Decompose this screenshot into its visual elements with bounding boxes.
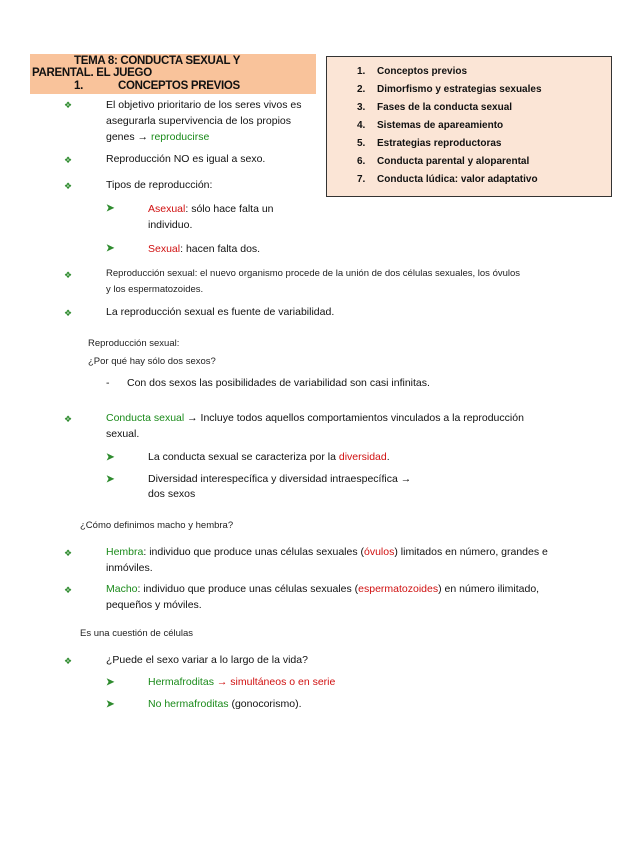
paragraph-line: y los espermatozoides. [106, 284, 204, 295]
paragraph-line: pequeños y móviles. [106, 599, 202, 611]
paragraph-line: individuo. [148, 219, 193, 231]
dash-bullet: - [106, 377, 110, 389]
bullet-diamond-icon: ❖ [64, 585, 73, 595]
bullet-arrow-icon: ➤ [106, 474, 115, 485]
paragraph-line: No hermafroditas (gonocorismo). [148, 698, 302, 710]
paragraph-line: genes → reproducirse [106, 131, 210, 143]
bullet-diamond-icon: ❖ [64, 270, 73, 280]
bullet-arrow-icon: ➤ [106, 243, 115, 254]
bullet-diamond-icon: ❖ [64, 100, 73, 110]
title-line-1: TEMA 8: CONDUCTA SEXUAL Y [74, 55, 241, 67]
toc-item[interactable]: 4. Sistemas de apareamiento [357, 120, 504, 131]
paragraph-line: Hembra: individuo que produce unas células sexuales (óvulos) limitados en número, grandes e [106, 546, 548, 558]
paragraph-line: Asexual: sólo hace falta un [148, 203, 274, 215]
bullet-diamond-icon: ❖ [64, 155, 73, 165]
bullet-diamond-icon: ❖ [64, 656, 73, 666]
paragraph-line: Macho: individuo que produce unas células sexuales (espermatozoides) en número ilimitado, [106, 583, 540, 595]
table-of-contents [326, 56, 612, 197]
bullet-diamond-icon: ❖ [64, 308, 73, 318]
paragraph-line: La reproducción sexual es fuente de variabilidad. [106, 306, 335, 318]
toc-item[interactable]: 2. Dimorfismo y estrategias sexuales [357, 84, 542, 95]
bullet-arrow-icon: ➤ [106, 452, 115, 463]
toc-item[interactable]: 5. Estrategias reproductoras [357, 138, 502, 149]
toc-item[interactable]: 1. Conceptos previos [357, 66, 468, 77]
paragraph-line: La conducta sexual se caracteriza por la diversidad. [148, 451, 390, 463]
section-number: 1. [74, 80, 83, 92]
paragraph-line: Conducta sexual → Incluye todos aquellos comportamientos vinculados a la reproducción [106, 412, 524, 424]
paragraph-line: ¿Puede el sexo variar a lo largo de la vida? [106, 654, 308, 666]
paragraph-line: dos sexos [148, 488, 196, 500]
bullet-diamond-icon: ❖ [64, 181, 73, 191]
note-question: ¿Cómo definimos macho y hembra? [80, 520, 234, 531]
paragraph-line: Diversidad interespecífica y diversidad intraespecífica → [148, 473, 412, 485]
toc-item[interactable]: 6. Conducta parental y aloparental [357, 156, 530, 167]
note-question: ¿Por qué hay sólo dos sexos? [88, 356, 216, 367]
paragraph-line: Con dos sexos las posibilidades de variabilidad son casi infinitas. [127, 377, 430, 389]
paragraph-line: Reproducción sexual: el nuevo organismo procede de la unión de dos células sexuales, los óvulos [106, 268, 521, 279]
title-line-2: PARENTAL. EL JUEGO [32, 67, 152, 79]
paragraph-line: Tipos de reproducción: [106, 179, 213, 191]
paragraph-line: inmóviles. [106, 562, 153, 574]
bullet-diamond-icon: ❖ [64, 548, 73, 558]
paragraph-line: El objetivo prioritario de los seres vivos es [106, 99, 302, 111]
bullet-arrow-icon: ➤ [106, 203, 115, 214]
bullet-diamond-icon: ❖ [64, 414, 73, 424]
toc-item[interactable]: 7. Conducta lúdica: valor adaptativo [357, 174, 538, 185]
paragraph-line: sexual. [106, 428, 140, 440]
note-heading: Reproducción sexual: [88, 338, 180, 349]
bullet-arrow-icon: ➤ [106, 699, 115, 710]
paragraph-line: Sexual: hacen falta dos. [148, 243, 261, 255]
section-heading: CONCEPTOS PREVIOS [118, 80, 240, 92]
paragraph-line: Reproducción NO es igual a sexo. [106, 153, 266, 165]
paragraph-line: asegurarla supervivencia de los propios [106, 115, 292, 127]
toc-item[interactable]: 3. Fases de la conducta sexual [357, 102, 513, 113]
bullet-arrow-icon: ➤ [106, 677, 115, 688]
note-heading: Es una cuestión de células [80, 628, 194, 639]
paragraph-line: Hermafroditas → simultáneos o en serie [148, 676, 336, 688]
